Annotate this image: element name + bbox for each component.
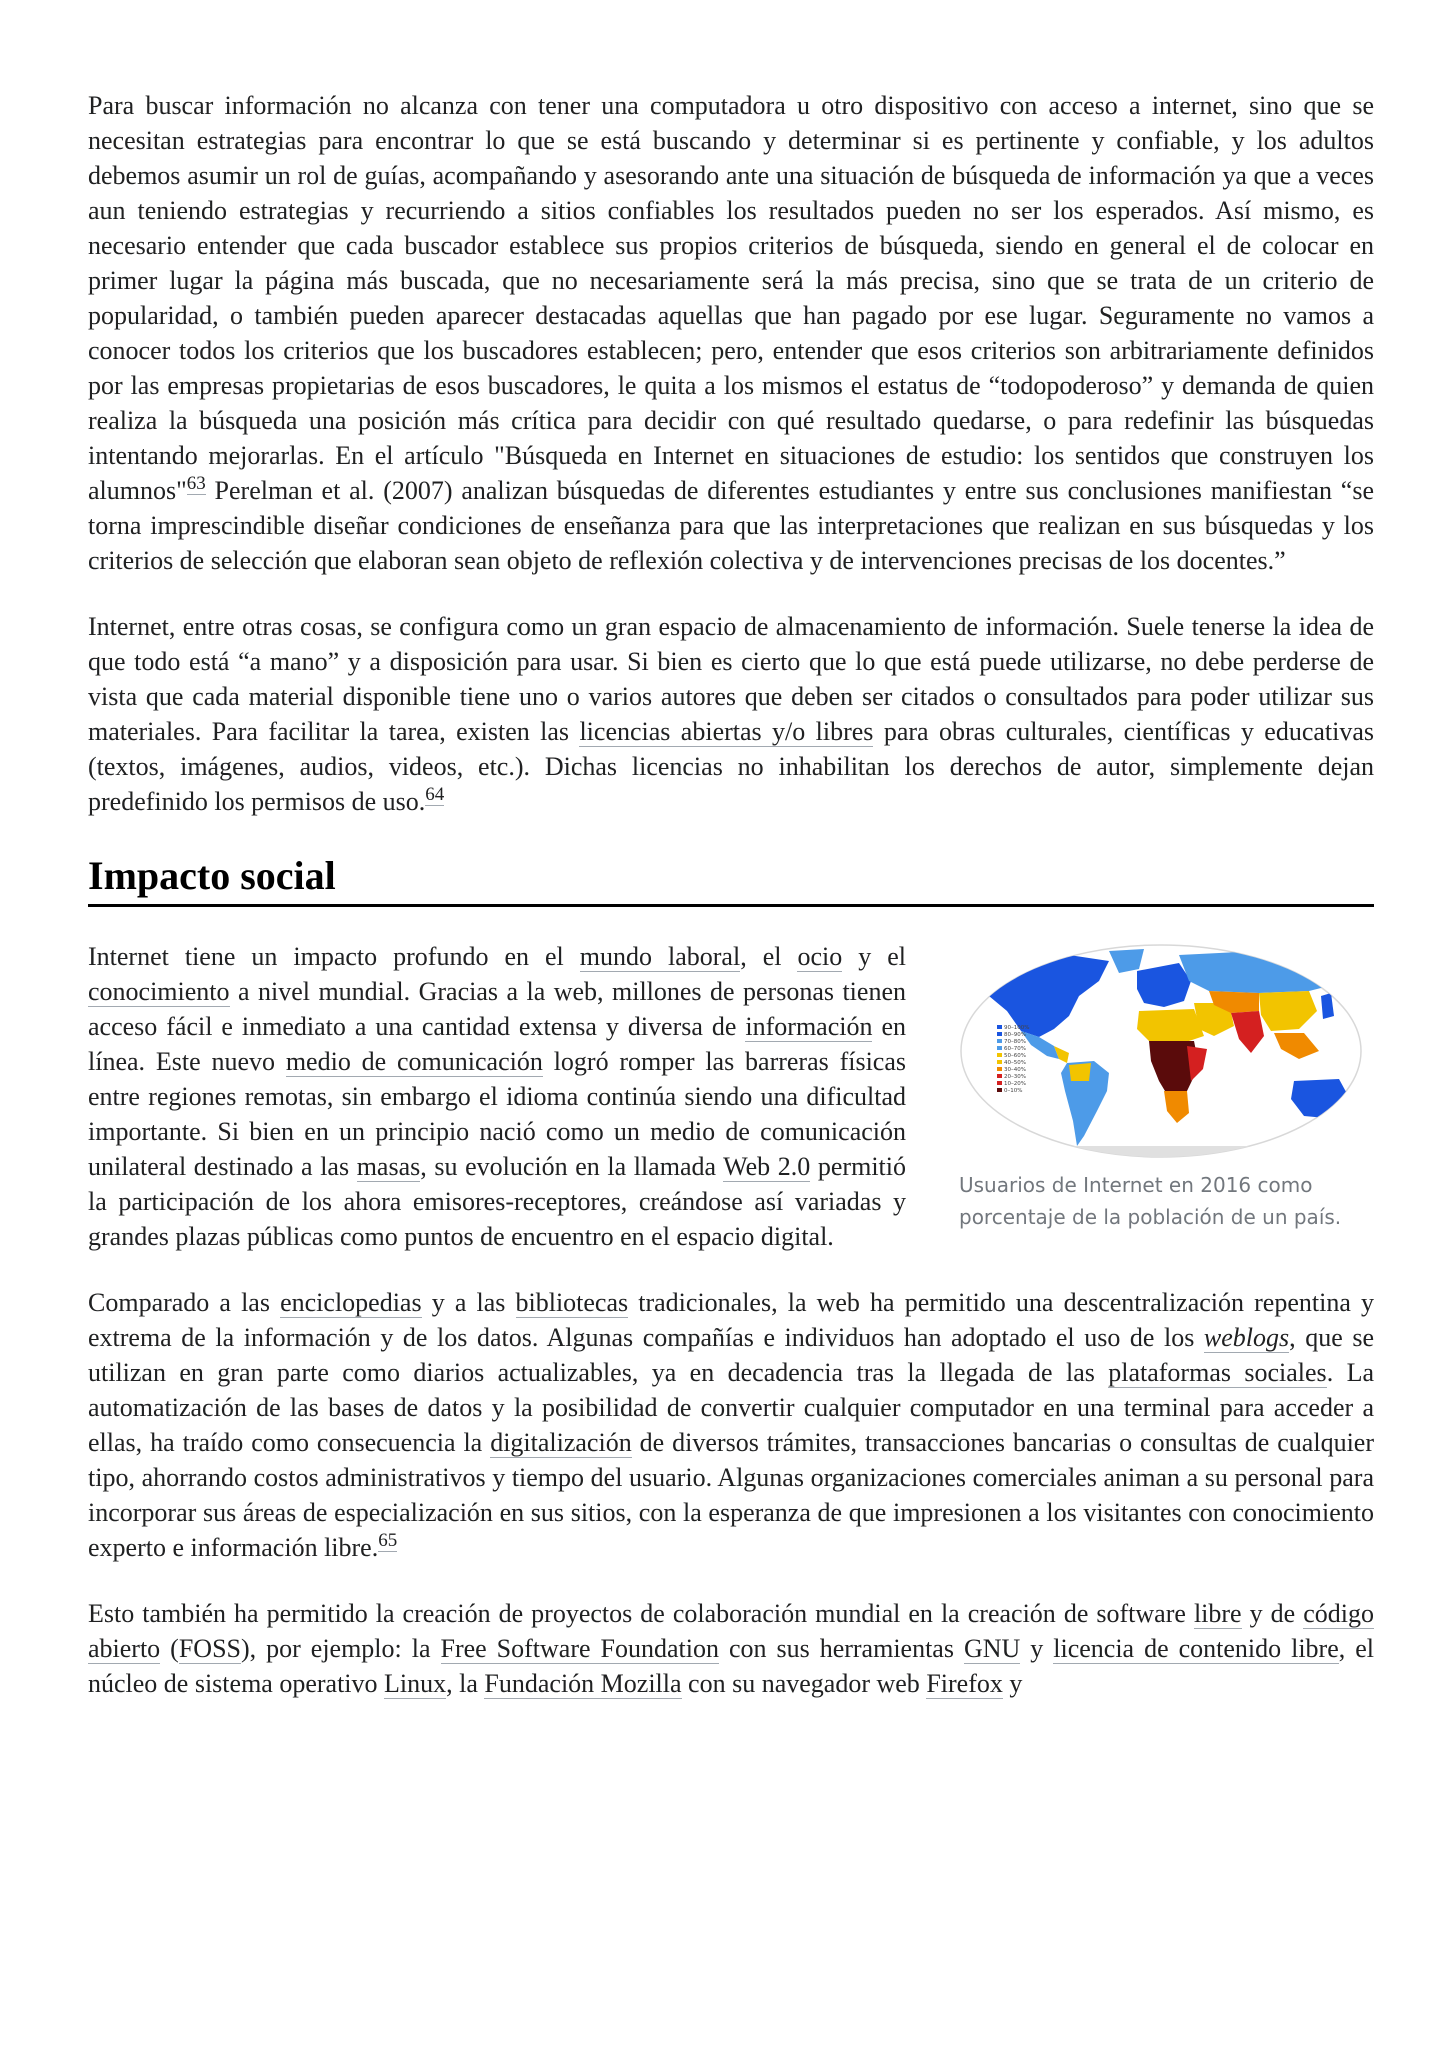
svg-text:60–70%: 60–70% bbox=[1004, 1046, 1026, 1052]
svg-text:80–90%: 80–90% bbox=[1004, 1032, 1026, 1038]
section-impacto-social bbox=[88, 939, 1374, 1254]
world-map-image[interactable] bbox=[959, 941, 1364, 1161]
world-map-svg bbox=[959, 941, 1364, 1161]
paragraph-storage-licenses: Internet, entre otras cosas, se configura como un gran espacio de almacenamiento de información. Suele tenerse la idea de que todo está “a mano” y a disposición para usar. Si bien es cierto que lo que está puede utilizarse, no debe perderse de vista que cada material disponible tiene uno o varios autores que deben ser citados o consultados para poder utilizar sus materiales. Para facilitar la tarea, existen las licencias abiertas y/o libres para obras culturales, científicas y educativas (textos, imágenes, audios, videos, etc.). Dichas licencias no inhabilitan los derechos de autor, simplemente dejan predefinido los permisos de uso.$^{64}$ bbox=[88, 612, 1375, 816]
antarctica-shape bbox=[959, 1146, 1364, 1161]
link-enciclopedias[interactable]: enciclopedias bbox=[280, 1288, 422, 1317]
link-plataformas-sociales[interactable]: plataformas sociales bbox=[1108, 1358, 1327, 1387]
link-informacion[interactable]: información bbox=[745, 1012, 873, 1041]
link-libre[interactable]: libre bbox=[1193, 1599, 1242, 1628]
reference-64[interactable]: 64 bbox=[425, 784, 445, 805]
link-fundacion-mozilla[interactable]: Fundación Mozilla bbox=[484, 1669, 682, 1698]
link-linux[interactable]: Linux bbox=[384, 1669, 447, 1698]
paragraph-impact-intro: Internet tiene un impacto profundo en el mundo laboral, el ocio y el conocimiento a nivel mundial. Gracias a la web, millones de personas tienen acceso fácil e inmediato a una cantidad extensa y diversa de información en línea. Este nuevo medio de comunicación logró romper las barreras físicas entre regiones remotas, sin embargo el idioma continúa siendo una dificultad importante. Si bien en un principio nació como un medio de comunicación unilateral destinado a las masas, su evolución en la llamada Web 2.0 permitió la participación de los ahora emisores-receptores, creándose así variadas y grandes plazas públicas como puntos de encuentro en el espacio digital. bbox=[88, 942, 907, 1251]
link-free-software-foundation[interactable]: Free Software Foundation bbox=[440, 1634, 719, 1663]
link-ocio[interactable]: ocio bbox=[797, 942, 843, 971]
paragraph-collaboration: Esto también ha permitido la creación de proyectos de colaboración mundial en la creación de software libre y de código abierto (FOSS), por ejemplo: la Free Software Foundation con sus herramientas GNU y licencia de contenido libre, el núcleo de sistema operativo Linux, la Fundación Mozilla con su navegador web Firefox y bbox=[88, 1599, 1375, 1698]
europe-shape bbox=[1137, 963, 1191, 1007]
svg-text:70–80%: 70–80% bbox=[1004, 1039, 1026, 1045]
link-masas[interactable]: masas bbox=[356, 1152, 421, 1181]
section-heading-impacto-social: Impacto social bbox=[88, 851, 1374, 907]
link-bibliotecas[interactable]: bibliotecas bbox=[515, 1288, 629, 1317]
link-conocimiento[interactable]: conocimiento bbox=[88, 977, 230, 1006]
svg-text:40–50%: 40–50% bbox=[1004, 1060, 1026, 1066]
svg-text:20–30%: 20–30% bbox=[1004, 1074, 1026, 1080]
link-foss[interactable]: FOSS bbox=[178, 1634, 241, 1663]
article-body bbox=[88, 88, 1374, 1732]
link-firefox[interactable]: Firefox bbox=[926, 1669, 1003, 1698]
figure-caption: Usuarios de Internet en 2016 como porcentaje de la población de un país. bbox=[959, 1173, 1342, 1229]
link-licencia-de-contenido-libre[interactable]: licencia de contenido libre bbox=[1053, 1634, 1339, 1663]
link-digitalizacion[interactable]: digitalización bbox=[490, 1428, 632, 1457]
link-licencias-abiertas[interactable]: licencias abiertas y/o libres bbox=[579, 717, 874, 746]
svg-text:10–20%: 10–20% bbox=[1004, 1081, 1026, 1087]
svg-text:90–100%: 90–100% bbox=[1004, 1025, 1030, 1031]
link-gnu[interactable]: GNU bbox=[963, 1634, 1021, 1663]
svg-text:30–40%: 30–40% bbox=[1004, 1067, 1026, 1073]
link-web-2-0[interactable]: Web 2.0 bbox=[723, 1152, 811, 1181]
south-america-north-shape bbox=[1069, 1063, 1091, 1081]
link-medio-de-comunicacion[interactable]: medio de comunicación bbox=[285, 1047, 543, 1076]
paragraph-search-criteria: Para buscar información no alcanza con tener una computadora u otro dispositivo con acceso a internet, sino que se necesitan estrategias para encontrar lo que se está buscando y determinar si es pertinente y confiable, y los adultos debemos asumir un rol de guías, acompañando y asesorando ante una situación de búsqueda de información ya que a veces aun teniendo estrategias y recurriendo a sitios confiables los resultados pueden no ser los esperados. Así mismo, es necesario entender que cada buscador establece sus propios criterios de búsqueda, siendo en general el de colocar en primer lugar la página más buscada, que no necesariamente será la más precisa, sino que se trata de un criterio de popularidad, o también pueden aparecer destacadas aquellas que han pagado por ese lugar. Seguramente no vamos a conocer todos los criterios que los buscadores establecen; pero, entender que esos criterios son arbitrariamente definidos por las empresas propietarias de esos buscadores, le quita a los mismos el estatus de “todopoderoso” y demanda de quien realiza la búsqueda una posición más crítica para decidir con qué resultado quedarse, o para redefinir las búsquedas intentando mejorarlas. En el artículo "Búsqueda en Internet en situaciones de estudio: los sentidos que construyen los alumnos"$^{63}$ Perelman et al. (2007) analizan búsquedas de diferentes estudiantes y entre sus conclusiones manifiestan “se torna imprescindible diseñar condiciones de enseñanza para que las interpretaciones que realizan en sus búsquedas y los criterios de selección que elaboran sean objeto de reflexión colectiva y de intervenciones precisas de los docentes.” bbox=[88, 91, 1374, 575]
reference-63[interactable]: 63 bbox=[186, 473, 206, 494]
new-zealand-shape bbox=[1349, 1119, 1357, 1137]
link-mundo-laboral[interactable]: mundo laboral bbox=[579, 942, 741, 971]
north-africa-shape bbox=[1137, 1009, 1204, 1041]
russia-shape bbox=[1179, 951, 1349, 993]
svg-text:0–10%: 0–10% bbox=[1004, 1088, 1023, 1094]
svg-text:50–60%: 50–60% bbox=[1004, 1053, 1026, 1059]
paragraph-decentralization: Comparado a las enciclopedias y a las bibliotecas tradicionales, la web ha permitido una descentralización repentina y extrema de la información y de los datos. Algunas compañías e individuos han adoptado el uso de los weblogs, que se utilizan en gran parte como diarios actualizables, ya en decadencia tras la llegada de las plataformas sociales. La automatización de las bases de datos y la posibilidad de convertir cualquier computador en una terminal para acceder a ellas, ha traído como consecuencia la digitalización de diversos trámites, transacciones bancarias o consultas de cualquier tipo, ahorrando costos administrativos y tiempo del usuario. Algunas organizaciones comerciales animan a su personal para incorporar sus áreas de especialización en sus sitios, con la esperanza de que impresionen a los visitantes con conocimiento experto e información libre.$^{65}$ bbox=[88, 1288, 1375, 1562]
link-codigo-abierto[interactable]: código abierto bbox=[88, 1599, 1374, 1663]
figure-internet-users-map bbox=[959, 941, 1374, 1233]
link-weblogs[interactable]: weblogs bbox=[1203, 1323, 1290, 1352]
reference-65[interactable]: 65 bbox=[378, 1530, 398, 1551]
